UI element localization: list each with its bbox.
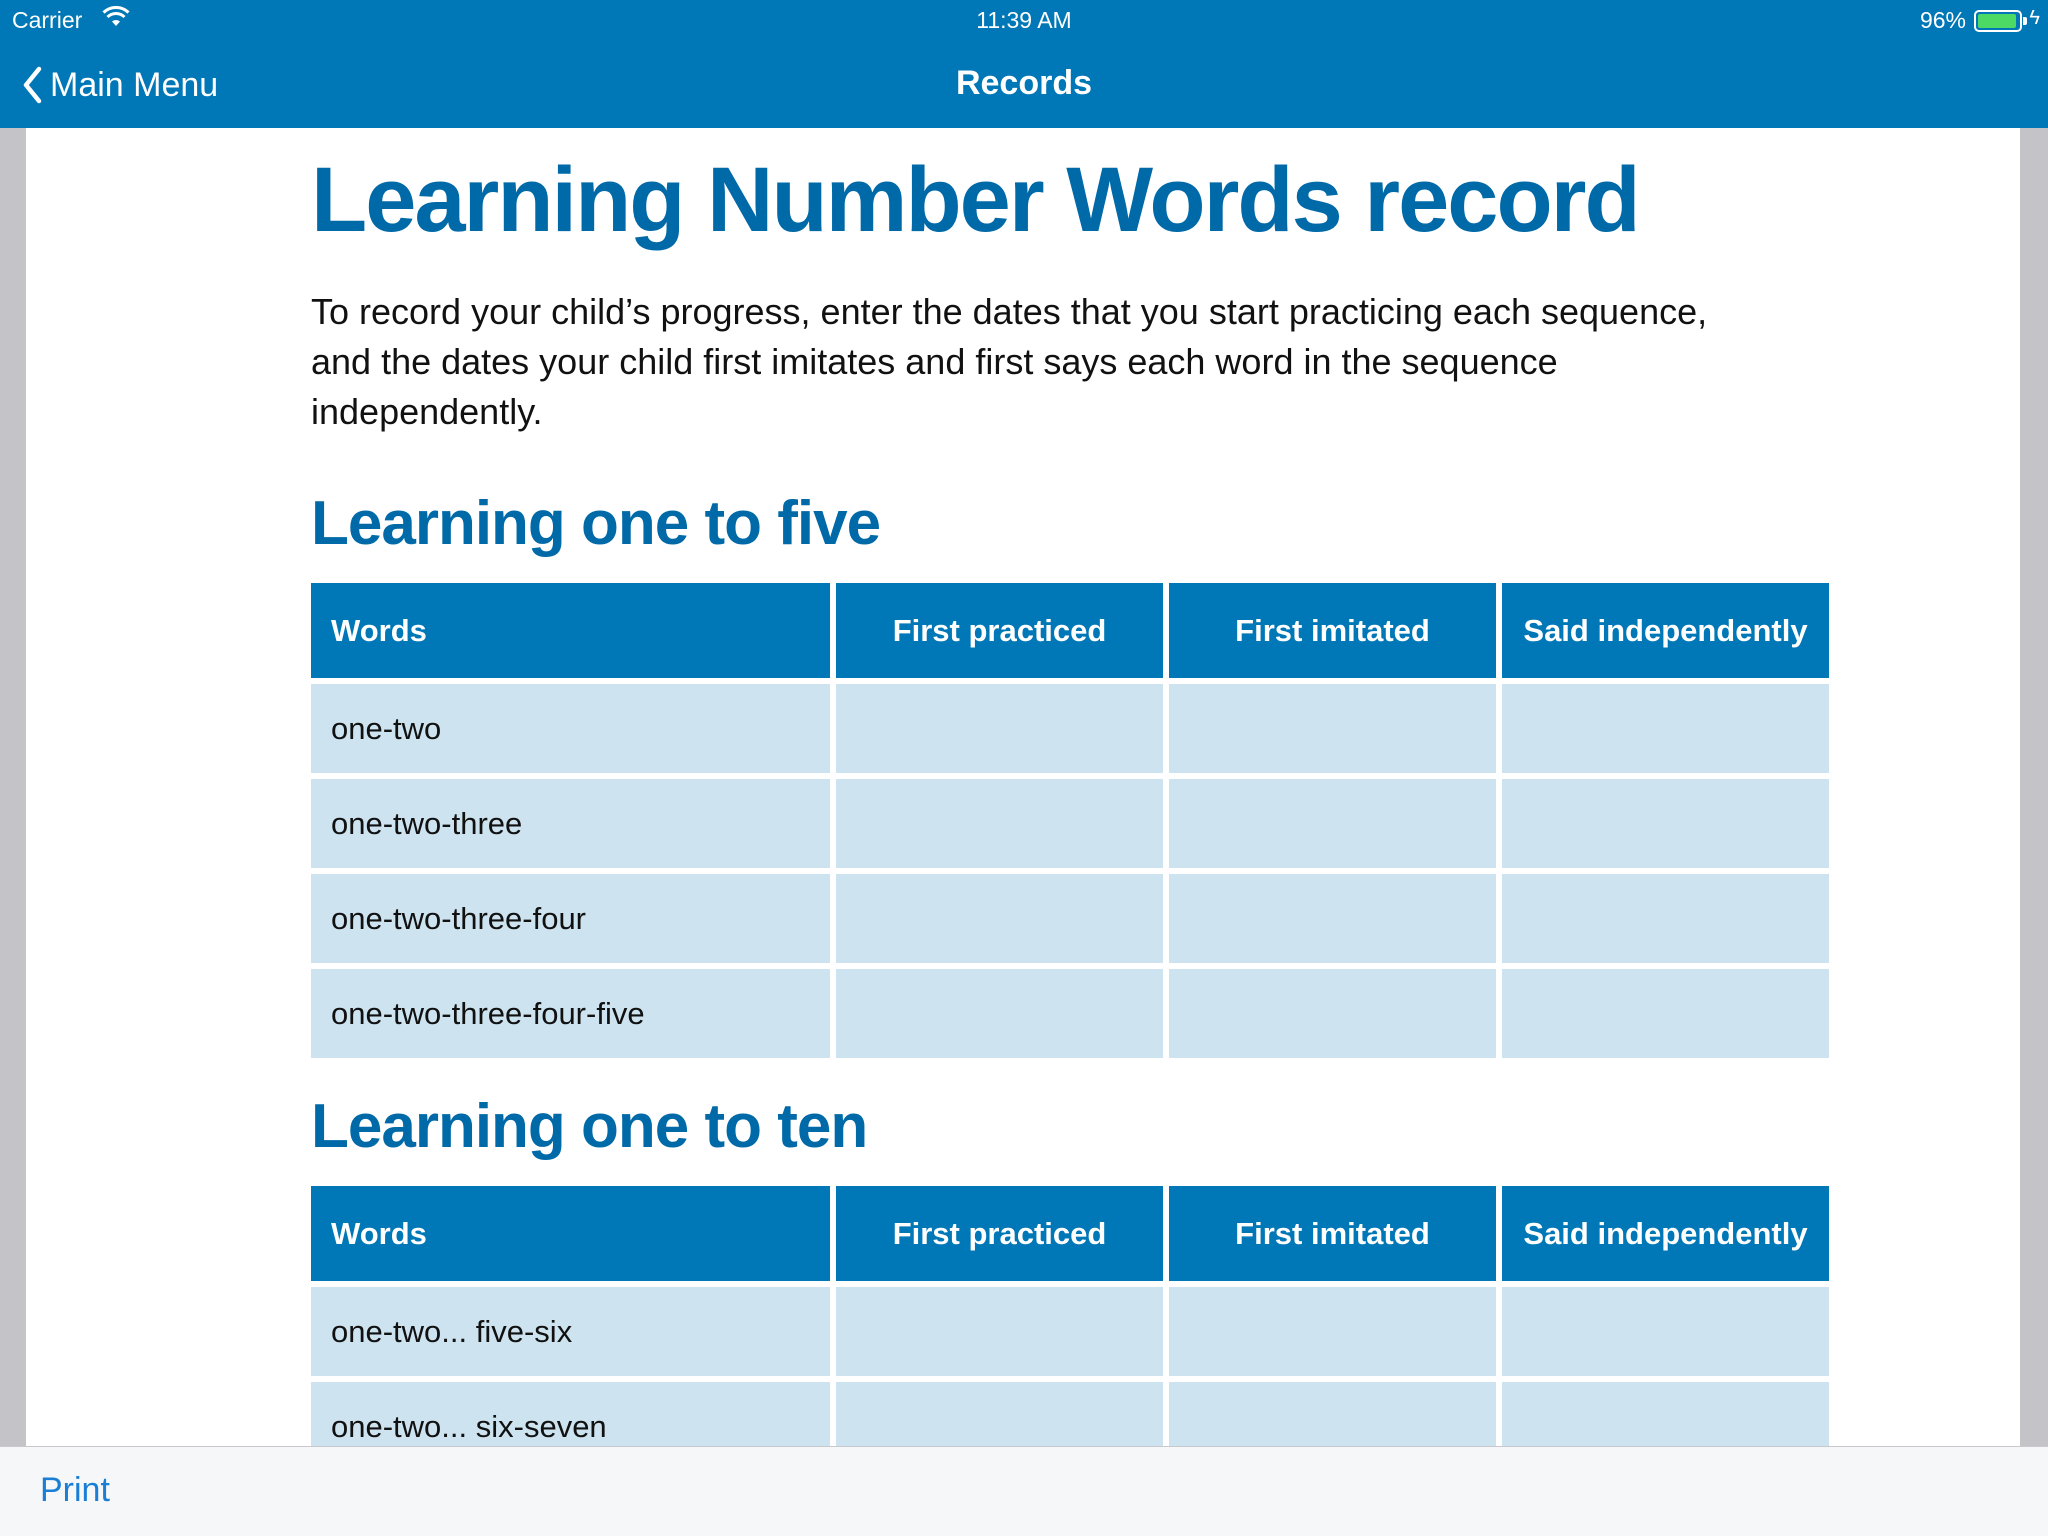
- first-imitated-date-cell[interactable]: [1169, 1382, 1496, 1446]
- battery-icon: [1974, 10, 2022, 32]
- bottom-toolbar: [0, 1446, 2048, 1536]
- document-content: [311, 128, 1831, 1446]
- said-independently-date-cell[interactable]: [1502, 779, 1829, 868]
- row-words-cell: one-two... six-seven: [311, 1382, 830, 1446]
- said-independently-date-cell[interactable]: [1502, 874, 1829, 963]
- first-practiced-date-cell[interactable]: [836, 684, 1163, 773]
- column-header-first-practiced: First practiced: [836, 1186, 1163, 1281]
- column-header-said-independently: Said independently: [1502, 1186, 1829, 1281]
- row-words-cell: one-two-three-four: [311, 874, 830, 963]
- said-independently-date-cell[interactable]: [1502, 684, 1829, 773]
- status-bar: [0, 0, 2048, 42]
- first-imitated-date-cell[interactable]: [1169, 874, 1496, 963]
- first-imitated-date-cell[interactable]: [1169, 1287, 1496, 1376]
- document-title: Learning Number Words record: [311, 149, 1639, 251]
- first-imitated-date-cell[interactable]: [1169, 779, 1496, 868]
- print-button[interactable]: Print: [40, 1471, 110, 1509]
- first-imitated-date-cell[interactable]: [1169, 684, 1496, 773]
- first-imitated-date-cell[interactable]: [1169, 969, 1496, 1058]
- carrier-label: Carrier: [12, 7, 83, 33]
- record-table-one-to-five: [311, 583, 1831, 1058]
- first-practiced-date-cell[interactable]: [836, 779, 1163, 868]
- column-header-words: Words: [311, 583, 830, 678]
- navigation-bar: [0, 42, 2048, 128]
- nav-title: Records: [955, 64, 1093, 102]
- intro-paragraph: To record your child’s progress, enter the dates that you start practicing each sequence, and the dates your child first imitates and first says each word in the sequence independently.: [311, 291, 1708, 433]
- row-words-cell: one-two-three: [311, 779, 830, 868]
- column-header-said-independently: Said independently: [1502, 583, 1829, 678]
- first-practiced-date-cell[interactable]: [836, 1287, 1163, 1376]
- first-practiced-date-cell[interactable]: [836, 874, 1163, 963]
- said-independently-date-cell[interactable]: [1502, 1382, 1829, 1446]
- column-header-first-practiced: First practiced: [836, 583, 1163, 678]
- charging-bolt-icon: ϟ: [2029, 7, 2040, 29]
- row-words-cell: one-two: [311, 684, 830, 773]
- row-words-cell: one-two... five-six: [311, 1287, 830, 1376]
- row-words-cell: one-two-three-four-five: [311, 969, 830, 1058]
- column-header-first-imitated: First imitated: [1169, 583, 1496, 678]
- record-table-one-to-ten: [311, 1186, 1831, 1446]
- first-practiced-date-cell[interactable]: [836, 1382, 1163, 1446]
- column-header-first-imitated: First imitated: [1169, 1186, 1496, 1281]
- said-independently-date-cell[interactable]: [1502, 1287, 1829, 1376]
- record-document: [26, 128, 2020, 1446]
- section-heading-one-to-ten: Learning one to ten: [311, 1092, 868, 1162]
- said-independently-date-cell[interactable]: [1502, 969, 1829, 1058]
- column-header-words: Words: [311, 1186, 830, 1281]
- first-practiced-date-cell[interactable]: [836, 969, 1163, 1058]
- back-button-label: Main Menu: [50, 65, 219, 104]
- top-bar: [0, 0, 2048, 128]
- status-time: 11:39 AM: [976, 7, 1072, 33]
- section-heading-one-to-five: Learning one to five: [311, 489, 881, 559]
- battery-percent: 96%: [1919, 7, 1966, 33]
